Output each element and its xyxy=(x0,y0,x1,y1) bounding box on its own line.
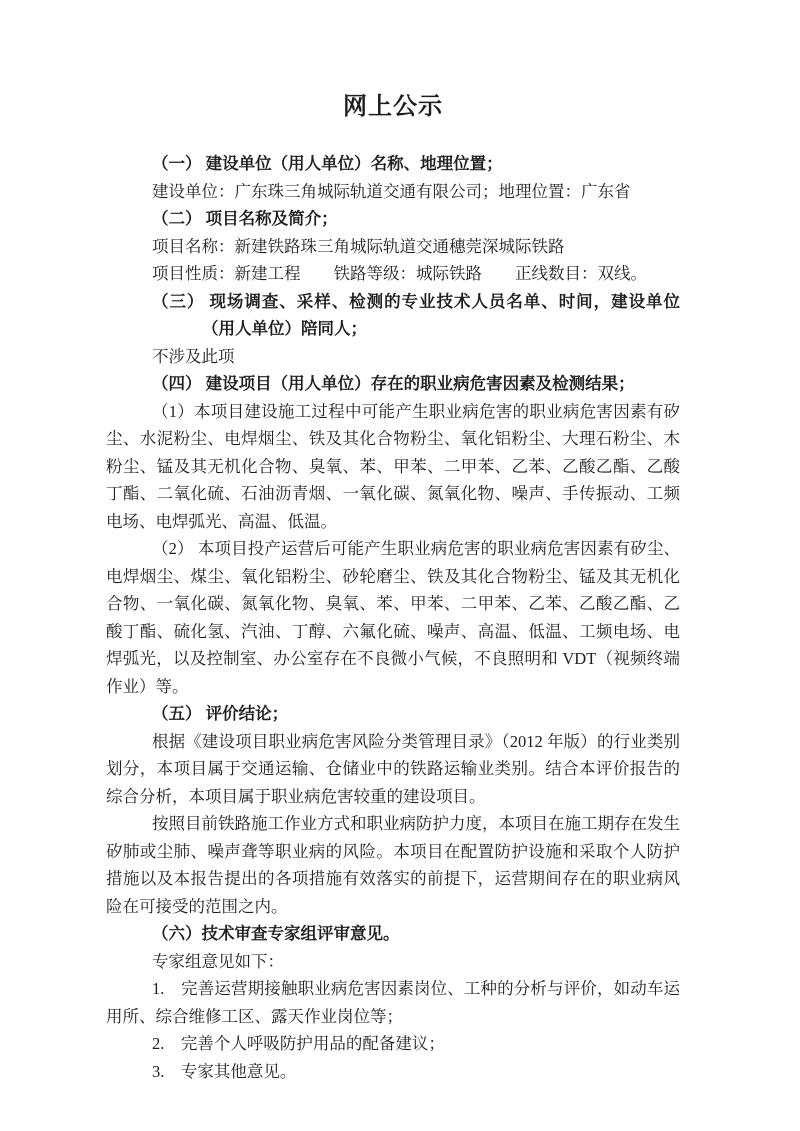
paragraph: 项目名称：新建铁路珠三角城际轨道交通穗莞深城际铁路 xyxy=(152,236,565,256)
section-heading: （二） 项目名称及简介； xyxy=(152,209,338,228)
paragraph: 专家组意见如下： xyxy=(152,951,284,971)
document-blocks xyxy=(106,150,680,1085)
section-heading: （四） 建设项目（用人单位）存在的职业病危害因素及检测结果； xyxy=(152,374,635,393)
section-heading: （三） 现场调查、采样、检测的专业技术人员名单、时间，建设单位（用人单位）陪同人； xyxy=(152,291,680,338)
section-heading: （一） 建设单位（用人单位）名称、地理位置； xyxy=(152,154,503,173)
section-heading: （六）技术审查专家组评审意见。 xyxy=(152,924,400,943)
section-heading: （五） 评价结论； xyxy=(152,704,289,723)
document-title: 网上公示 xyxy=(343,94,443,120)
paragraph: 1. 完善运营期接触职业病危害因素岗位、工种的分析与评价，如动车运用所、综合维修工区、露天作业岗位等； xyxy=(106,979,680,1026)
document-content xyxy=(106,91,680,1085)
paragraph: 项目性质：新建工程 铁路等级：城际铁路 正线数目：双线。 xyxy=(152,264,647,283)
paragraph: 按照目前铁路施工作业方式和职业病防护力度，本项目在施工期存在发生矽肺或尘肺、噪声聋等职业病的风险。本项目在配置防护设施和采取个人防护措施以及本报告提出的各项措施有效落实的前提下，运营期间存在的职业病风险在可接受的范围之内。 xyxy=(106,814,680,916)
paragraph: 3. 专家其他意见。 xyxy=(152,1061,297,1081)
paragraph: 根据《建设项目职业病危害风险分类管理目录》（2012 年版）的行业类别划分，本项目属于交通运输、仓储业中的铁路运输业类别。结合本评价报告的综合分析，本项目属于职业病危害较重的建设项目。 xyxy=(106,731,680,806)
paragraph: 不涉及此项 xyxy=(152,346,235,366)
paragraph: （2） 本项目投产运营后可能产生职业病危害的职业病危害因素有矽尘、电焊烟尘、煤尘、氧化铝粉尘、砂轮磨尘、铁及其化合物粉尘、锰及其无机化合物、一氧化碳、氮氧化物、臭氧、苯、甲苯、二甲苯、乙苯、乙酸乙酯、乙酸丁酯、硫化氢、汽油、丁醇、六氟化硫、噪声、高温、低温、工频电场、电焊弧光，以及控制室、办公室存在不良微小气候，不良照明和 VDT（视频终端作业）等。 xyxy=(106,539,680,696)
paragraph: 2. 完善个人呼吸防护用品的配备建议； xyxy=(152,1034,445,1053)
paragraph: （1）本项目建设施工过程中可能产生职业病危害的职业病危害因素有矽尘、水泥粉尘、电焊烟尘、铁及其化合物粉尘、氧化铝粉尘、大理石粉尘、木粉尘、锰及其无机化合物、臭氧、苯、甲苯、二甲苯、乙苯、乙酸乙酯、乙酸丁酯、二氧化硫、石油沥青烟、一氧化碳、氮氧化物、噪声、手传振动、工频电场、电焊弧光、高温、低温。 xyxy=(106,401,680,531)
paragraph: 建设单位：广东珠三角城际轨道交通有限公司；地理位置：广东省 xyxy=(152,181,631,201)
